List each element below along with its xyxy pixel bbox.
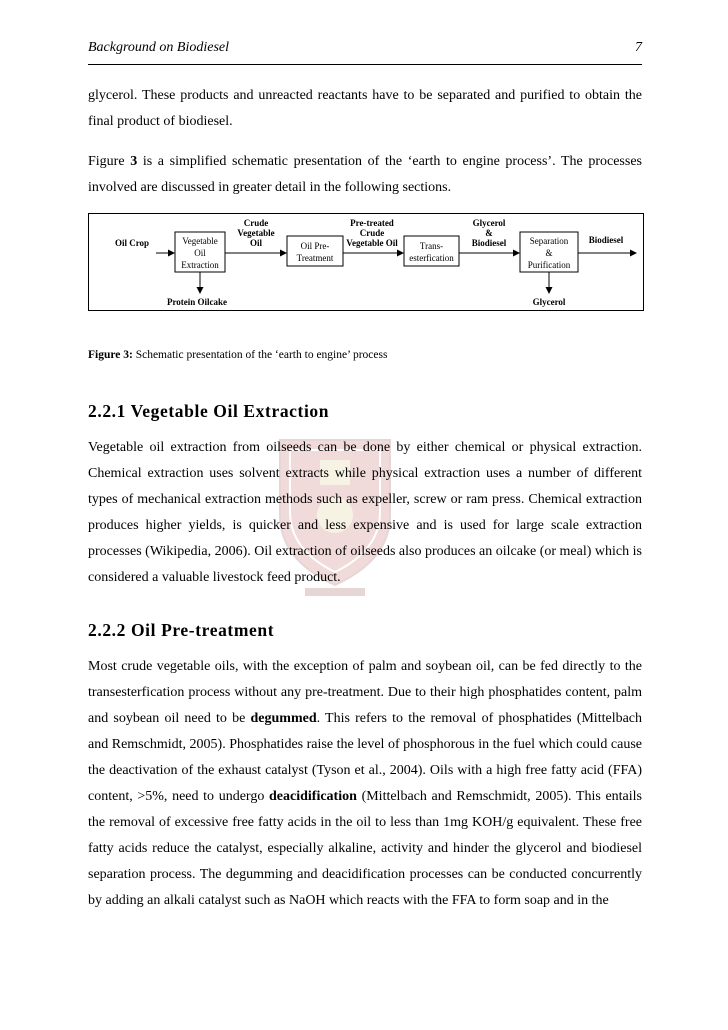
figure-caption-text: Schematic presentation of the ‘earth to engine’ process <box>132 349 388 361</box>
section-heading-2-2-2: 2.2.2 Oil Pre-treatment <box>88 620 275 640</box>
header-title: Background on Biodiesel <box>88 40 230 55</box>
flow-label-glycerol: Glycerol <box>532 297 566 307</box>
term-deacidification: deacidification <box>269 789 357 804</box>
flow-label-glycerol-biodiesel-line2: & <box>485 228 493 238</box>
flow-label-glycerol-biodiesel-line3: Biodiesel <box>471 238 507 248</box>
header-rule <box>88 64 642 65</box>
node-separation-line3: Purification <box>527 260 571 270</box>
intro-p2-a: Figure <box>88 154 131 169</box>
node-separation-line1: Separation <box>529 236 569 246</box>
node-separation-line2: & <box>545 248 553 258</box>
figure-caption-label: Figure 3: <box>88 349 133 361</box>
flow-label-crude-line1: Crude <box>243 218 269 228</box>
intro-p2-b: is a simplified schematic presentation of the ‘earth to engine process’. The processes involved are discussed in greater detail in the following sections. <box>88 154 642 195</box>
process-flow-diagram <box>88 213 645 313</box>
node-transesterfication-line2: esterfication <box>409 253 454 263</box>
flow-label-protein-oilcake: Protein Oilcake <box>166 297 228 307</box>
node-pretreatment-line2: Treatment <box>296 253 334 263</box>
flow-label-crude-line3: Oil <box>249 238 263 248</box>
section-heading-2-2-1: 2.2.1 Vegetable Oil Extraction <box>88 401 330 421</box>
section-2-2-1-body: Vegetable oil extraction from oilseeds can be done by either chemical or physical extraction. Chemical extraction uses solvent extracts while physical extraction uses a number of different types of mechanical extraction methods such as expeller, screw or ram press. Chemical extraction produces higher yields, is quicker and less expensive and is used for large scale extraction processes (Wikipedia, 2006). Oil extraction of oilseeds also produces an oilcake (or meal) which is considered a valuable livestock feed product. <box>88 440 642 585</box>
figure-reference: 3 <box>130 154 138 169</box>
section-2-2-2-text-1: Most crude vegetable oils, with the exception of palm and soybean oil, can be fed directly to the transesterfication process without any pre-treatment. Due to their high phosphatides content, palm and soybean oil need to be <box>88 659 642 726</box>
flow-label-pretreated-line1: Pre-treated <box>350 218 394 228</box>
term-degummed: degummed <box>250 711 317 726</box>
intro-paragraph-1: glycerol. These products and unreacted reactants have to be separated and purified to obtain the final product of biodiesel. <box>88 88 642 129</box>
section-2-2-2-body <box>88 654 642 914</box>
page-number: 7 <box>635 40 642 55</box>
section-2-2-2-text-3: (Mittelbach and Remschmidt, 2005). This entails the removal of excessive free fatty acids in the oil to less than 1mg KOH/g equivalent. These free fatty acids reduce the catalyst, especially alkaline, activity and hinder the glycerol and biodiesel separation process. The degumming and deacidification processes can be conducted concurrently by adding an alkali catalyst such as NaOH which reacts with the FFA to form soap and in the <box>88 789 643 908</box>
intro-paragraph-2 <box>88 149 642 201</box>
node-extraction-line1: Vegetable <box>182 236 218 246</box>
node-oil-crop: Oil Crop <box>114 238 150 248</box>
node-pretreatment-line1: Oil Pre- <box>300 241 330 251</box>
flow-label-pretreated-line3: Vegetable Oil <box>346 238 398 248</box>
flow-label-crude-line2: Vegetable <box>237 228 275 238</box>
running-header <box>88 40 642 62</box>
flow-label-glycerol-biodiesel-line1: Glycerol <box>472 218 506 228</box>
flow-label-biodiesel: Biodiesel <box>588 235 624 245</box>
flow-label-pretreated-line2: Crude <box>359 228 385 238</box>
node-extraction-line2: Oil <box>194 248 206 258</box>
figure-caption <box>88 349 387 361</box>
section-2-2-2-text-2: . This refers to the removal of phosphatides (Mittelbach and Remschmidt, 2005). Phosphatides raise the level of phosphorous in the fuel which could cause the deactivation of the exhaust catalyst (Tyson et al., 2004). Oils with a high free fatty acid (FFA) content, >5%, need to undergo <box>88 711 643 804</box>
node-extraction-line3: Extraction <box>181 260 219 270</box>
node-transesterfication-line1: Trans- <box>419 241 444 251</box>
